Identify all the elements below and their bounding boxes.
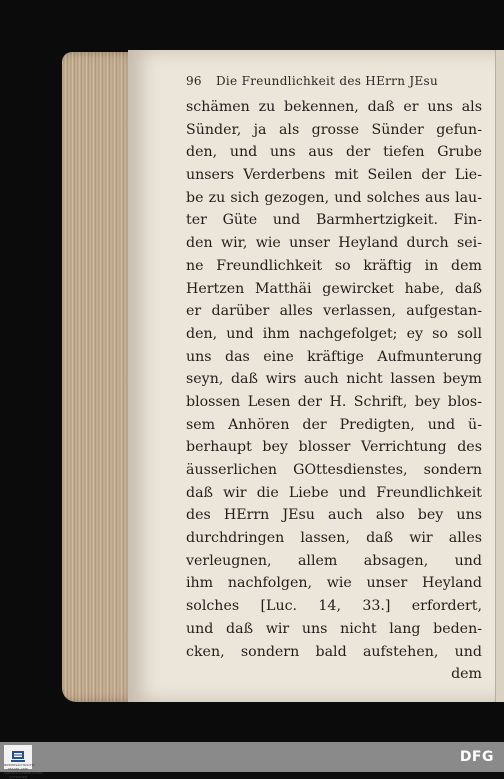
text-line: sem Anhören der Predigten, und ü-	[186, 416, 482, 433]
text-line: den wir, wie unser Heyland durch sei-	[186, 235, 482, 252]
facing-page-edge	[495, 50, 504, 702]
text-line: den, und uns aus der tiefen Grube	[186, 144, 482, 161]
text-line: solches [Luc. 14, 33.] erfordert,	[186, 598, 482, 615]
dfg-logo[interactable]: DFG	[459, 749, 494, 765]
text-line: schämen zu bekennen, daß er uns als	[186, 99, 482, 115]
text-line: verleugnen, allem absagen, und	[186, 552, 482, 569]
viewer-footer-bar	[0, 742, 504, 772]
text-line: Hertzen Matthäi gewircket habe, daß	[186, 280, 482, 297]
library-caption: NIEDERSÄCHSISCHE STAATS- UND UNIVERSITÄTSBIBLIOTHEK GÖTTINGEN	[4, 763, 44, 779]
text-line: er darüber alles verlassen, aufgestan-	[186, 303, 482, 320]
text-line: ne Freundlichkeit so kräftig in dem	[186, 257, 482, 274]
running-title: Die Freundlichkeit des HErrn JEsu	[216, 74, 439, 88]
body-text	[186, 96, 482, 686]
text-line: berhaupt bey blosser Verrichtung des	[186, 439, 482, 456]
text-line: Sünder, ja als grosse Sünder gefun-	[186, 121, 482, 138]
text-line: und daß wir uns nicht lang beden-	[186, 620, 482, 637]
text-line: des HErrn JEsu auch also bey uns	[186, 507, 482, 524]
text-line: cken, sondern bald aufstehen, und	[186, 643, 482, 660]
text-line: ter Güte und Barmhertzigkeit. Fin-	[186, 212, 482, 229]
running-header	[186, 74, 486, 88]
catchword: dem	[451, 666, 482, 683]
text-line: be zu sich gezogen, und solches aus lau-	[186, 189, 482, 206]
library-emblem-icon-graphic	[10, 750, 26, 764]
text-line: den, und ihm nachgefolget; ey so soll	[186, 325, 482, 342]
text-line: unsers Verderbens mit Seilen der Lie-	[186, 167, 482, 184]
text-line: durchdringen lassen, daß wir alles	[186, 530, 482, 547]
text-line: blossen Lesen der H. Schrift, bey blos-	[186, 393, 482, 410]
text-line: uns das eine kräftige Aufmunterung	[186, 348, 482, 365]
text-line: daß wir die Liebe und Freundlichkeit	[186, 484, 482, 501]
text-line: ihm nachfolgen, wie unser Heyland	[186, 575, 482, 592]
page-number: 96	[186, 74, 202, 88]
text-line: äusserlichen GOttesdienstes, sondern	[186, 462, 482, 478]
text-line: seyn, daß wirs auch nicht lassen beym	[186, 371, 482, 388]
